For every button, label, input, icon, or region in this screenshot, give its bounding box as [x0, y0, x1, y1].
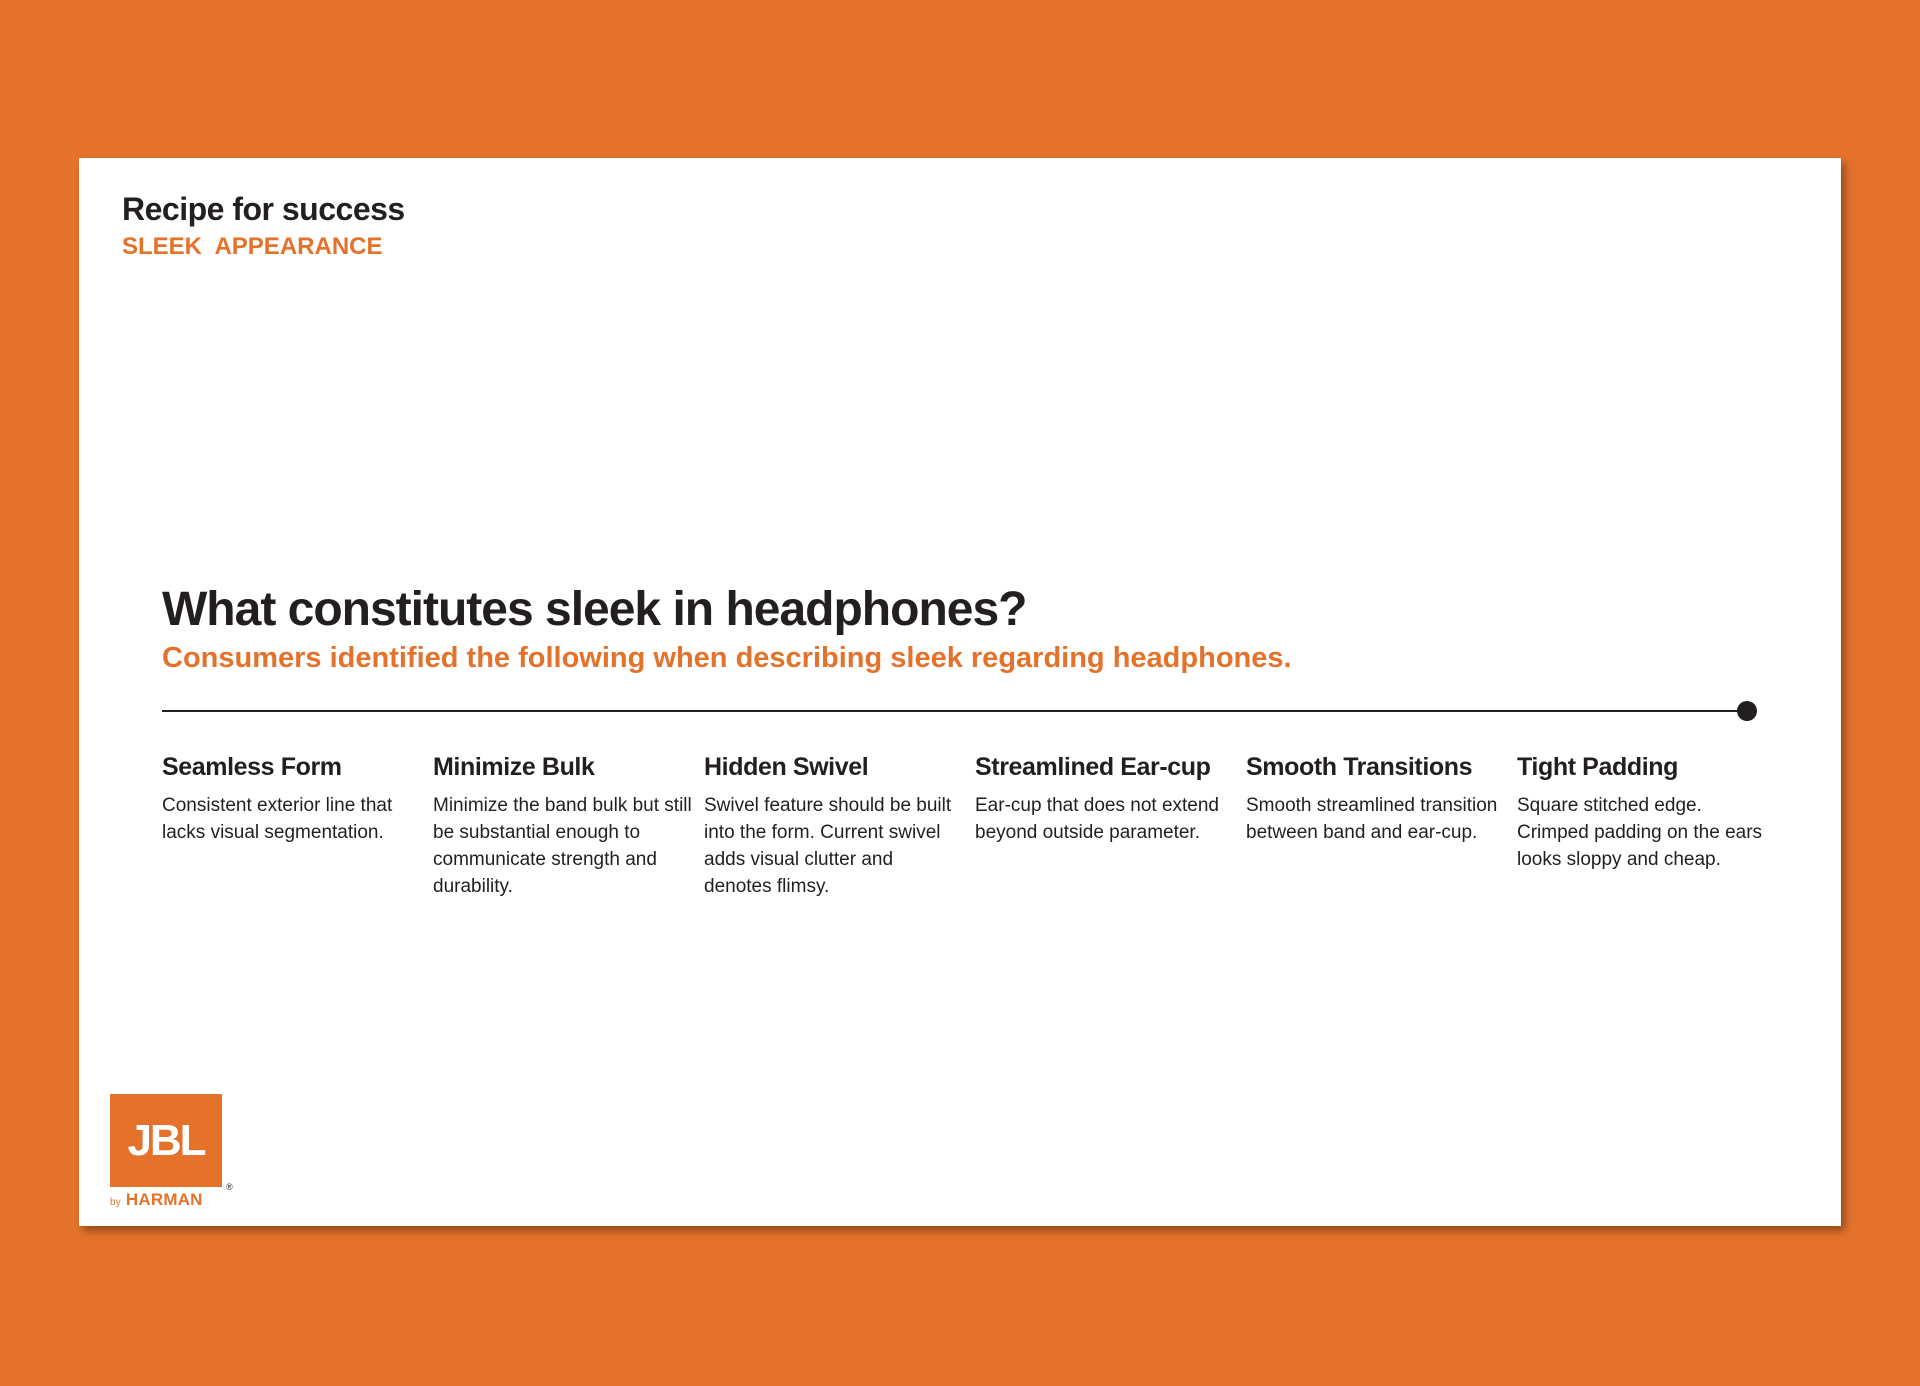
header-title: Recipe for success — [122, 191, 405, 227]
registered-mark: ® — [226, 1182, 233, 1192]
byline-company: HARMAN — [125, 1190, 203, 1209]
feature-title: Minimize Bulk — [433, 753, 595, 781]
feature-description: Ear-cup that does not extend beyond outside parameter. — [975, 795, 1219, 843]
byline-by: by — [110, 1197, 121, 1208]
feature-description: Minimize the band bulk but still be substantial enough to communicate strength and durability. — [433, 795, 692, 897]
jbl-logo-text: JBL — [127, 1116, 205, 1165]
feature-description: Square stitched edge. Crimped padding on the ears looks sloppy and cheap. — [1517, 795, 1763, 870]
feature-smooth-transitions — [1246, 753, 1506, 846]
feature-tight-padding — [1517, 753, 1777, 873]
feature-title: Seamless Form — [162, 753, 342, 781]
main-subheading: Consumers identified the following when describing sleek regarding headphones. — [162, 642, 1292, 674]
jbl-logo — [110, 1094, 233, 1209]
feature-title: Tight Padding — [1517, 753, 1678, 781]
feature-title: Streamlined Ear-cup — [975, 753, 1211, 781]
feature-title: Hidden Swivel — [704, 753, 869, 781]
feature-title: Smooth Transitions — [1246, 753, 1473, 781]
timeline-line — [162, 710, 1742, 712]
feature-description: Consistent exterior line that lacks visual segmentation. — [162, 795, 393, 843]
feature-description: Swivel feature should be built into the form. Current swivel adds visual clutter and denotes flimsy. — [704, 795, 952, 897]
feature-seamless-form — [162, 753, 422, 846]
harman-byline — [110, 1190, 203, 1210]
feature-description: Smooth streamlined transition between band and ear-cup. — [1246, 795, 1498, 843]
slide-card — [79, 158, 1841, 1226]
main-heading: What constitutes sleek in headphones? — [162, 583, 1027, 636]
header-subtitle: SLEEK APPEARANCE — [122, 233, 383, 260]
feature-streamlined-ear-cup — [975, 753, 1235, 846]
feature-hidden-swivel — [704, 753, 964, 900]
timeline-dot — [1737, 701, 1757, 721]
feature-minimize-bulk — [433, 753, 693, 900]
